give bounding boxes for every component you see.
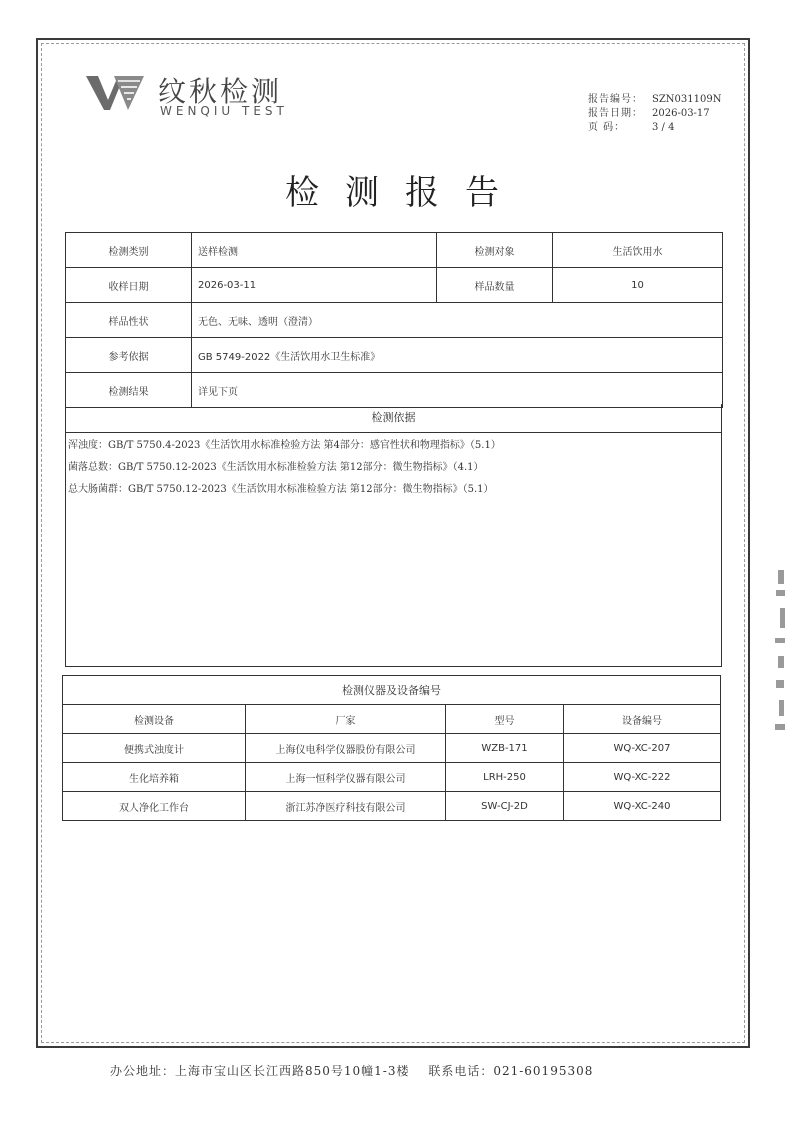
reference-label: 参考依据 [66, 338, 192, 373]
meta-report-date: 报告日期： 2026-03-17 [588, 108, 710, 119]
sample-status-value: 无色、无味、透明（澄清） [192, 303, 723, 338]
receive-date-label: 收样日期 [66, 268, 192, 303]
test-type-value: 送样检测 [192, 233, 437, 268]
column-header: 厂家 [246, 705, 446, 734]
test-basis-section [65, 404, 722, 667]
table-row [66, 338, 723, 373]
equipment-id: WQ-XC-240 [564, 792, 721, 821]
report-meta [588, 93, 721, 135]
equipment-maker: 上海仪电科学仪器股份有限公司 [246, 734, 446, 763]
footer-address: 办公地址：上海市宝山区长江西路850号10幢1-3楼 [110, 1064, 410, 1078]
sample-count-value: 10 [553, 268, 723, 303]
equipment-heading: 检测仪器及设备编号 [63, 676, 721, 705]
test-basis-heading: 检测依据 [66, 404, 721, 433]
table-row [63, 763, 721, 792]
receive-date-value: 2026-03-11 [192, 268, 437, 303]
sample-count-label: 样品数量 [437, 268, 553, 303]
equipment-model: WZB-171 [446, 734, 564, 763]
table-row [63, 734, 721, 763]
table-row [63, 676, 721, 705]
test-object-value: 生活饮用水 [553, 233, 723, 268]
equipment-id: WQ-XC-207 [564, 734, 721, 763]
equipment-name: 便携式浊度计 [63, 734, 246, 763]
sample-status-label: 样品性状 [66, 303, 192, 338]
seal-edge-icon [772, 560, 792, 740]
footer [110, 1062, 593, 1079]
table-row [66, 303, 723, 338]
reference-value: GB 5749-2022《生活饮用水卫生标准》 [192, 338, 723, 373]
test-type-label: 检测类别 [66, 233, 192, 268]
footer-phone: 联系电话：021-60195308 [428, 1064, 594, 1078]
test-object-label: 检测对象 [437, 233, 553, 268]
basis-line: 浑浊度：GB/T 5750.4-2023《生活饮用水标准检验方法 第4部分：感官性状和物理指标》（5.1） [68, 440, 501, 451]
logo-icon [84, 72, 146, 112]
meta-report-number: 报告编号： SZN031109N [588, 94, 722, 105]
meta-page-number: 页 码： 3 / 4 [588, 122, 675, 133]
table-header-row [63, 705, 721, 734]
equipment-model: LRH-250 [446, 763, 564, 792]
company-name-en: WENQIU TEST [160, 104, 288, 118]
basis-line: 菌落总数：GB/T 5750.12-2023《生活饮用水标准检验方法 第12部分：微生物指标》（4.1） [68, 462, 484, 473]
equipment-id: WQ-XC-222 [564, 763, 721, 792]
basis-line: 总大肠菌群：GB/T 5750.12-2023《生活饮用水标准检验方法 第12部分：微生物指标》（5.1） [68, 484, 494, 495]
table-row [66, 373, 723, 408]
info-table [65, 232, 723, 408]
column-header: 设备编号 [564, 705, 721, 734]
equipment-name: 双人净化工作台 [63, 792, 246, 821]
column-header: 型号 [446, 705, 564, 734]
column-header: 检测设备 [63, 705, 246, 734]
equipment-table [62, 675, 721, 821]
equipment-model: SW-CJ-2D [446, 792, 564, 821]
company-name: 纹秋检测 [158, 75, 283, 108]
equipment-name: 生化培养箱 [63, 763, 246, 792]
table-row [63, 792, 721, 821]
result-label: 检测结果 [66, 373, 192, 408]
equipment-maker: 浙江苏净医疗科技有限公司 [246, 792, 446, 821]
result-value: 详见下页 [192, 373, 723, 408]
equipment-maker: 上海一恒科学仪器有限公司 [246, 763, 446, 792]
table-row [66, 233, 723, 268]
table-row [66, 268, 723, 303]
page-title: 检测报告 [285, 173, 525, 213]
